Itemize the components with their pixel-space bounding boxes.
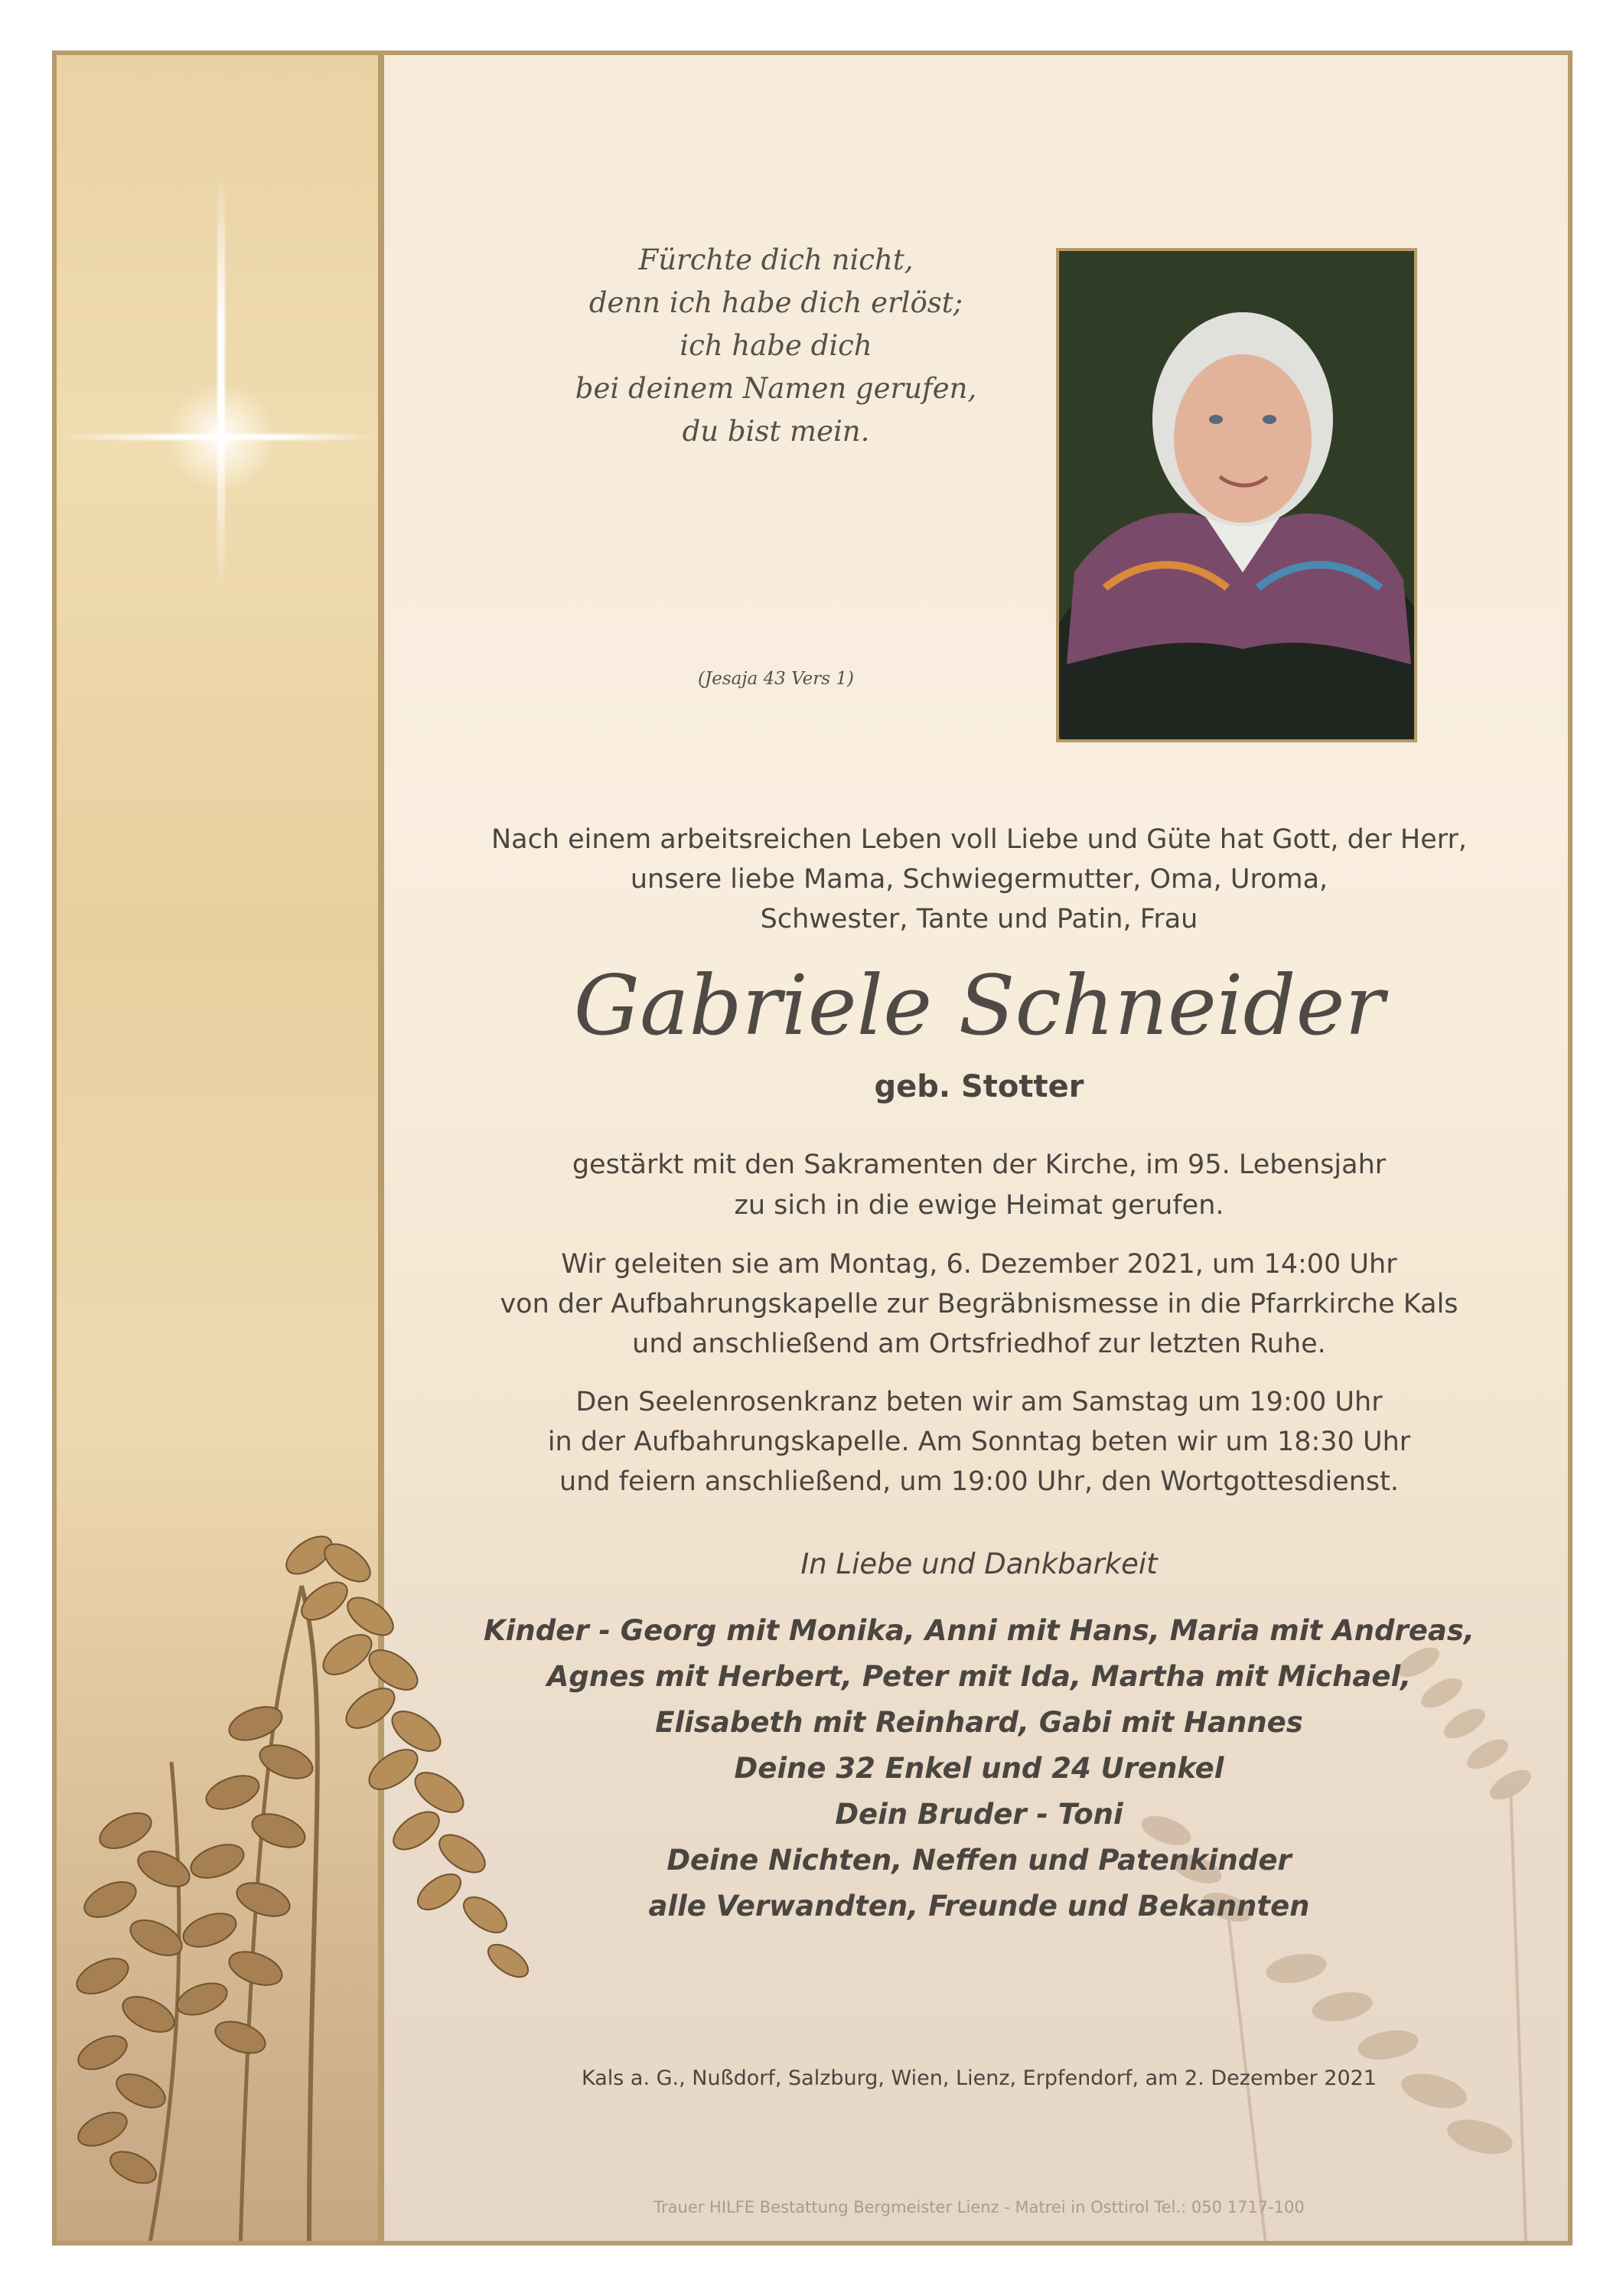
mourner-line: alle Verwandten, Freunde und Bekannten bbox=[648, 1890, 1310, 1923]
funeral-line: von der Aufbahrungskapelle zur Begräbnismesse in die Pfarrkirche Kals bbox=[500, 1289, 1458, 1319]
verse-line: du bist mein. bbox=[682, 415, 870, 448]
intro-line: Nach einem arbeitsreichen Leben voll Liebe und Güte hat Gott, der Herr, bbox=[490, 824, 1468, 855]
funeral-line: und anschließend am Ortsfriedhof zur letzten Ruhe. bbox=[632, 1329, 1326, 1359]
rosary-line: in der Aufbahrungskapelle. Am Sonntag beten wir um 18:30 Uhr bbox=[547, 1427, 1411, 1457]
sacraments-line: gestärkt mit den Sakramenten der Kirche, im 95. Lebensjahr bbox=[572, 1150, 1387, 1180]
rosary-line: Den Seelenrosenkranz beten wir am Samstag um 19:00 Uhr bbox=[575, 1387, 1383, 1417]
portrait-photo bbox=[1056, 248, 1417, 742]
rosary-line: und feiern anschließend, um 19:00 Uhr, den Wortgottesdienst. bbox=[559, 1466, 1399, 1497]
verse-line: denn ich habe dich erlöst; bbox=[588, 286, 963, 319]
light-cross-beam bbox=[57, 434, 378, 440]
mourner-line: Deine Nichten, Neffen und Patenkinder bbox=[666, 1844, 1292, 1877]
verse-line: ich habe dich bbox=[680, 329, 872, 362]
intro-line: unsere liebe Mama, Schwiegermutter, Oma, Uroma, bbox=[630, 864, 1328, 895]
mourner-line: Elisabeth mit Reinhard, Gabi mit Hannes bbox=[655, 1706, 1303, 1739]
obituary-card bbox=[52, 51, 1572, 2245]
verse-line: bei deinem Namen gerufen, bbox=[575, 372, 977, 405]
mourners-heading: In Liebe und Dankbarkeit bbox=[800, 1548, 1158, 1580]
mourner-line: Agnes mit Herbert, Peter mit Ida, Martha mit Michael, bbox=[546, 1660, 1412, 1693]
maiden-name: geb. Stotter bbox=[874, 1069, 1084, 1104]
portrait-figure-icon bbox=[1059, 251, 1414, 739]
deceased-name: Gabriele Schneider bbox=[573, 958, 1385, 1054]
light-cross-icon bbox=[217, 170, 225, 598]
funeral-home-footer: Trauer HILFE Bestattung Bergmeister Lienz - Matrei in Osttirol Tel.: 050 1717-100 bbox=[653, 2198, 1305, 2216]
intro-line: Schwester, Tante und Patin, Frau bbox=[760, 904, 1198, 934]
verse-line: Fürchte dich nicht, bbox=[638, 243, 914, 276]
funeral-line: Wir geleiten sie am Montag, 6. Dezember 2021, um 14:00 Uhr bbox=[561, 1249, 1397, 1280]
mourner-line: Kinder - Georg mit Monika, Anni mit Hans, Maria mit Andreas, bbox=[484, 1614, 1475, 1647]
place-date: Kals a. G., Nußdorf, Salzburg, Wien, Lienz, Erpfendorf, am 2. Dezember 2021 bbox=[581, 2066, 1377, 2090]
sacraments-line: zu sich in die ewige Heimat gerufen. bbox=[734, 1190, 1224, 1221]
mourner-line: Deine 32 Enkel und 24 Urenkel bbox=[734, 1752, 1224, 1785]
verse-citation: (Jesaja 43 Vers 1) bbox=[698, 669, 854, 689]
mourner-line: Dein Bruder - Toni bbox=[835, 1798, 1123, 1831]
